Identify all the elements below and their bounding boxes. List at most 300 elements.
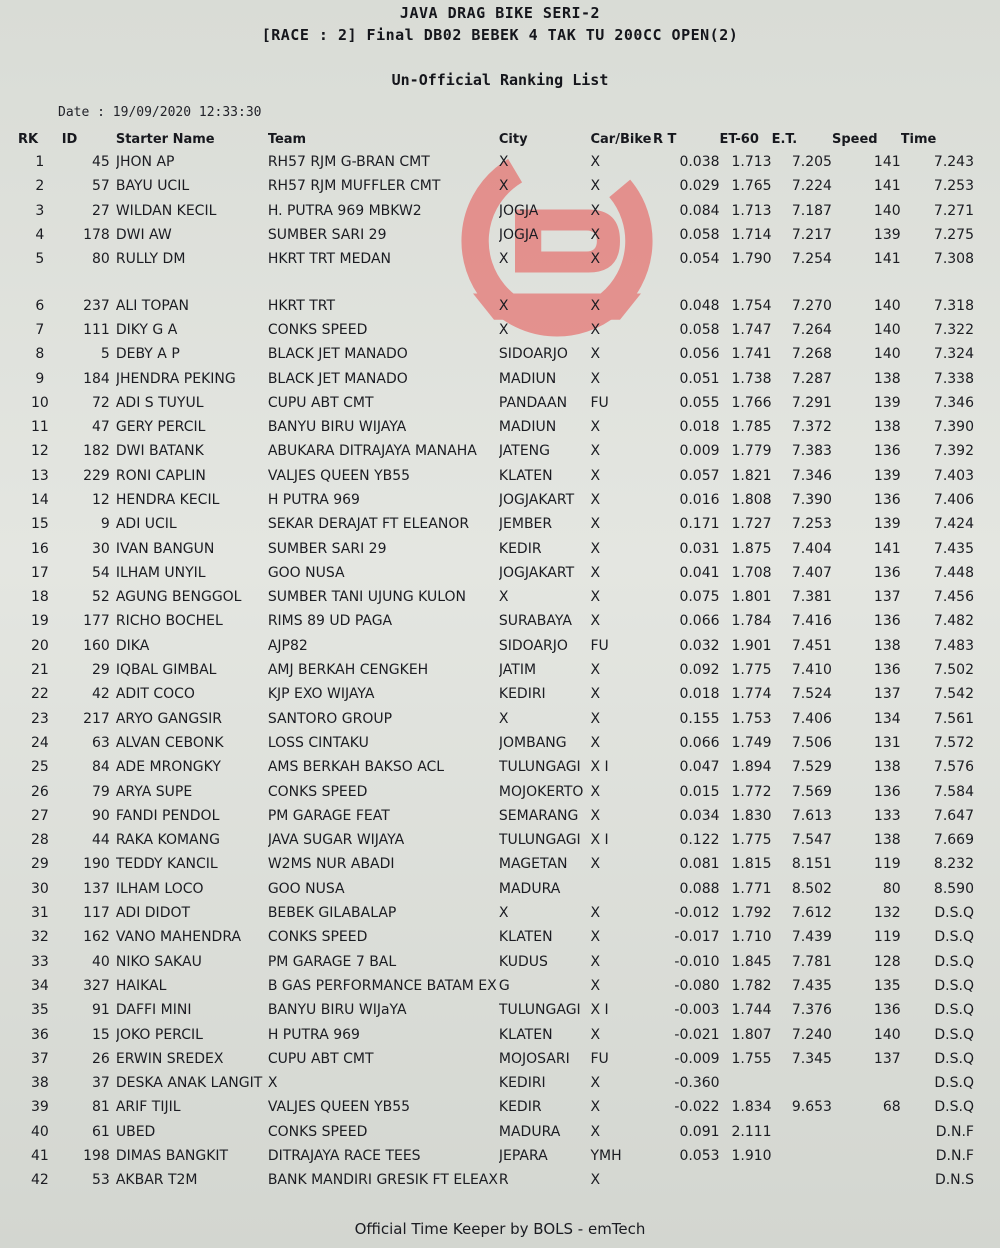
- table-row: [18, 1071, 984, 1095]
- cell-et60: 1.782: [731, 977, 772, 994]
- table-row: [18, 293, 984, 317]
- cell-rt: 0.055: [679, 394, 720, 411]
- table-row: [18, 634, 984, 658]
- cell-et: 7.529: [791, 759, 832, 776]
- cell-starter-name: DEBY A P: [115, 346, 180, 363]
- cell-city: JOGJA: [498, 202, 539, 219]
- cell-id: 79: [92, 783, 110, 800]
- group-spacer: [18, 271, 984, 293]
- cell-rt: 0.031: [679, 540, 720, 557]
- cell-et60: [720, 1071, 772, 1095]
- cell-car-bike: X: [590, 202, 601, 219]
- col-rk: RK: [18, 131, 39, 147]
- table-row: [18, 415, 984, 439]
- cell-speed: 80: [882, 880, 901, 897]
- cell-team: B GAS PERFORMANCE BATAM EX: [267, 977, 497, 994]
- cell-team: PM GARAGE 7 BAL: [267, 953, 397, 970]
- cell-id: 44: [92, 832, 110, 849]
- list-title: Un-Official Ranking List: [391, 71, 609, 89]
- col-et: E.T.: [771, 131, 798, 147]
- cell-id: 40: [92, 953, 110, 970]
- cell-id: 9: [100, 516, 110, 533]
- cell-id: 91: [92, 1002, 110, 1019]
- cell-et: 7.187: [791, 202, 832, 219]
- cell-rt: -0.080: [674, 977, 720, 994]
- col-city: City: [498, 131, 528, 147]
- cell-time: 7.406: [933, 492, 974, 508]
- cell-car-bike: X: [590, 613, 601, 630]
- cell-speed: 138: [873, 832, 901, 849]
- cell-rank: 27: [30, 807, 49, 824]
- cell-team: CONKS SPEED: [267, 1123, 368, 1140]
- cell-rt: 0.051: [679, 370, 720, 387]
- cell-id: 27: [92, 202, 110, 219]
- table-row: [18, 150, 984, 174]
- cell-rank: 31: [30, 905, 49, 922]
- cell-starter-name: ADI DIDOT: [115, 905, 191, 922]
- cell-city: G: [498, 977, 510, 994]
- table-row: [18, 609, 984, 633]
- cell-time: 7.502: [933, 662, 974, 679]
- table-row: [18, 731, 984, 755]
- cell-time: D.S.Q: [934, 1050, 974, 1067]
- cell-time: 7.346: [933, 394, 974, 411]
- cell-city: TULUNGAGI: [498, 832, 581, 849]
- cell-speed: 137: [873, 686, 901, 703]
- cell-time: D.N.S: [934, 1172, 974, 1189]
- cell-time: 7.561: [933, 710, 974, 727]
- cell-time: 7.324: [933, 346, 974, 363]
- cell-starter-name: ARYA SUPE: [115, 783, 193, 800]
- cell-time: 7.647: [933, 807, 974, 824]
- cell-car-bike: X: [590, 710, 601, 727]
- cell-starter-name: RICHO BOCHEL: [115, 613, 223, 630]
- cell-city: KEDIRI: [498, 686, 546, 703]
- cell-starter-name: JHON AP: [115, 154, 175, 171]
- cell-team: H PUTRA 969: [267, 492, 360, 508]
- cell-speed: 140: [873, 297, 901, 314]
- cell-team: CONKS SPEED: [267, 783, 368, 800]
- cell-rt: 0.171: [679, 516, 720, 533]
- cell-car-bike: X: [590, 492, 601, 508]
- table-row: [18, 828, 984, 852]
- cell-car-bike: [590, 877, 652, 901]
- cell-city: MADURA: [498, 1123, 561, 1140]
- cell-et60: 1.775: [731, 832, 772, 849]
- table-row: [18, 1144, 984, 1168]
- cell-et: 9.653: [791, 1099, 832, 1116]
- cell-speed: 141: [873, 154, 901, 171]
- table-row: [18, 877, 984, 901]
- cell-car-bike: X: [590, 346, 601, 363]
- cell-city: SEMARANG: [498, 807, 579, 824]
- cell-speed: 140: [873, 346, 901, 363]
- cell-et: 7.404: [791, 540, 832, 557]
- cell-et60: 1.790: [731, 251, 772, 268]
- cell-id: 81: [92, 1099, 110, 1116]
- cell-et60: 1.738: [731, 370, 772, 387]
- cell-id: 30: [92, 540, 110, 557]
- cell-rank: 18: [30, 589, 49, 606]
- cell-et60: 1.784: [731, 613, 772, 630]
- cell-car-bike: X: [590, 443, 601, 460]
- cell-starter-name: TEDDY KANCIL: [115, 856, 218, 873]
- cell-starter-name: ALI TOPAN: [115, 297, 189, 314]
- cell-rt: 0.053: [679, 1148, 720, 1165]
- cell-car-bike: X: [590, 1075, 601, 1092]
- table-row: [18, 488, 984, 512]
- table-row: [18, 974, 984, 998]
- cell-starter-name: IQBAL GIMBAL: [115, 662, 217, 679]
- cell-et60: 1.901: [731, 637, 772, 654]
- cell-rt: 0.088: [679, 880, 720, 897]
- cell-city: KEDIR: [498, 540, 542, 557]
- cell-et60: 1.894: [731, 759, 772, 776]
- table-row: [18, 1047, 984, 1071]
- cell-car-bike: X: [590, 154, 601, 171]
- cell-rank: 38: [30, 1075, 49, 1092]
- cell-team: PM GARAGE FEAT: [267, 807, 390, 824]
- cell-starter-name: DAFFI MINI: [115, 1002, 192, 1019]
- cell-speed: 135: [873, 977, 901, 994]
- cell-team: H. PUTRA 969 MBKW2: [267, 202, 422, 219]
- cell-rt: -0.360: [674, 1075, 720, 1092]
- cell-id: 177: [83, 613, 110, 630]
- cell-time: 7.338: [933, 370, 974, 387]
- table-row: [18, 342, 984, 366]
- cell-id: 178: [83, 227, 110, 244]
- table-row: [18, 1022, 984, 1046]
- cell-time: 7.572: [933, 734, 974, 751]
- cell-team: GOO NUSA: [267, 880, 345, 897]
- cell-team: AMS BERKAH BAKSO ACL: [267, 759, 445, 776]
- cell-rt: 0.029: [679, 178, 720, 195]
- cell-rank: 29: [30, 856, 49, 873]
- cell-city: X: [498, 321, 509, 338]
- cell-city: KLATEN: [498, 929, 553, 946]
- cell-id: 53: [92, 1172, 110, 1189]
- cell-et: [772, 1120, 832, 1144]
- table-row: [18, 464, 984, 488]
- cell-city: R: [498, 1172, 509, 1189]
- cell-rt: 0.081: [679, 856, 720, 873]
- cell-et60: 1.755: [731, 1050, 772, 1067]
- table-row: [18, 804, 984, 828]
- cell-rt: 0.075: [679, 589, 720, 606]
- spacer-cell: [18, 271, 984, 293]
- cell-rank: 40: [30, 1123, 49, 1140]
- cell-et: [772, 1144, 832, 1168]
- cell-speed: 138: [873, 370, 901, 387]
- cell-id: 57: [92, 178, 110, 195]
- cell-speed: 132: [873, 905, 901, 922]
- cell-et: 7.451: [791, 637, 832, 654]
- cell-rank: 20: [30, 637, 49, 654]
- cell-car-bike: X: [590, 467, 601, 484]
- cell-time: 8.590: [933, 880, 974, 897]
- cell-city: JEPARA: [498, 1148, 548, 1165]
- cell-speed: 136: [873, 613, 901, 630]
- cell-et60: 1.749: [731, 734, 772, 751]
- cell-starter-name: ADE MRONGKY: [115, 759, 221, 776]
- cell-rt: 0.066: [679, 613, 720, 630]
- cell-speed: 136: [873, 564, 901, 581]
- cell-et60: 2.111: [731, 1123, 772, 1140]
- cell-city: JOGJAKART: [498, 492, 575, 508]
- cell-time: 7.482: [933, 613, 974, 630]
- cell-team: CUPU ABT CMT: [267, 394, 374, 411]
- cell-team: H PUTRA 969: [267, 1026, 360, 1043]
- cell-rank: 36: [30, 1026, 49, 1043]
- cell-car-bike: FU: [590, 637, 609, 654]
- cell-rank: 42: [30, 1172, 49, 1189]
- cell-starter-name: ILHAM UNYIL: [115, 564, 206, 581]
- cell-et60: 1.772: [731, 783, 772, 800]
- cell-rt: 0.056: [679, 346, 720, 363]
- table-row: [18, 1095, 984, 1119]
- cell-speed: 139: [873, 394, 901, 411]
- cell-city: KEDIRI: [498, 1075, 546, 1092]
- cell-rt: 0.048: [679, 297, 720, 314]
- cell-car-bike: X: [590, 1123, 601, 1140]
- ranking-table: [18, 128, 984, 1192]
- cell-speed: 134: [873, 710, 901, 727]
- cell-et60: 1.771: [731, 880, 772, 897]
- cell-speed: 137: [873, 589, 901, 606]
- cell-team: ABUKARA DITRAJAYA MANAHA: [267, 443, 477, 460]
- cell-speed: 139: [873, 516, 901, 533]
- cell-car-bike: X I: [590, 1002, 609, 1019]
- cell-city: JEMBER: [498, 516, 553, 533]
- cell-speed: 128: [873, 953, 901, 970]
- col-speed: Speed: [831, 131, 878, 147]
- cell-et: 7.253: [791, 516, 832, 533]
- cell-starter-name: ARIF TIJIL: [115, 1099, 181, 1116]
- col-team: Team: [267, 131, 307, 147]
- cell-car-bike: X: [590, 807, 601, 824]
- cell-time: 7.403: [933, 467, 974, 484]
- cell-et: 7.268: [791, 346, 832, 363]
- cell-team: HKRT TRT MEDAN: [267, 251, 392, 268]
- table-row: [18, 391, 984, 415]
- cell-et: 7.372: [791, 419, 832, 436]
- cell-time: 7.318: [933, 297, 974, 314]
- table-row: [18, 199, 984, 223]
- cell-rt: 0.066: [679, 734, 720, 751]
- cell-rank: 22: [30, 686, 49, 703]
- cell-id: 29: [92, 662, 110, 679]
- cell-rank: 1: [35, 154, 45, 171]
- cell-starter-name: BAYU UCIL: [115, 178, 190, 195]
- cell-rank: 37: [30, 1050, 49, 1067]
- cell-et: 7.547: [791, 832, 832, 849]
- cell-id: 327: [83, 977, 110, 994]
- cell-et: 7.291: [791, 394, 832, 411]
- cell-et: 7.381: [791, 589, 832, 606]
- cell-team: SUMBER SARI 29: [267, 227, 387, 244]
- cell-rt: 0.015: [679, 783, 720, 800]
- cell-team: CUPU ABT CMT: [267, 1050, 374, 1067]
- cell-et: 7.287: [791, 370, 832, 387]
- cell-city: KLATEN: [498, 1026, 553, 1043]
- table-row: [18, 366, 984, 390]
- cell-city: MADIUN: [498, 419, 557, 436]
- cell-rt: 0.032: [679, 637, 720, 654]
- cell-city: KEDIR: [498, 1099, 542, 1116]
- cell-time: 7.392: [933, 443, 974, 460]
- cell-rank: 32: [30, 929, 49, 946]
- cell-et60: 1.753: [731, 710, 772, 727]
- cell-speed: 141: [873, 540, 901, 557]
- cell-starter-name: VANO MAHENDRA: [115, 929, 242, 946]
- cell-speed: 141: [873, 251, 901, 268]
- cell-car-bike: X: [590, 977, 601, 994]
- table-row: [18, 925, 984, 949]
- table-row: [18, 536, 984, 560]
- cell-id: 182: [83, 443, 110, 460]
- cell-id: 217: [83, 710, 110, 727]
- cell-rank: 19: [30, 613, 49, 630]
- cell-et60: 1.741: [731, 346, 772, 363]
- cell-car-bike: X: [590, 227, 601, 244]
- cell-et: 7.346: [791, 467, 832, 484]
- cell-car-bike: X: [590, 905, 601, 922]
- cell-id: 80: [92, 251, 110, 268]
- cell-starter-name: ARYO GANGSIR: [115, 710, 222, 727]
- cell-time: 7.542: [933, 686, 974, 703]
- col-car-bike: Car/Bike: [590, 131, 652, 147]
- ranking-rows: [18, 150, 984, 1192]
- cell-speed: 138: [873, 419, 901, 436]
- cell-rank: 13: [30, 467, 49, 484]
- cell-car-bike: X: [590, 686, 601, 703]
- cell-car-bike: X: [590, 929, 601, 946]
- cell-team: LOSS CINTAKU: [267, 734, 369, 751]
- cell-car-bike: X: [590, 734, 601, 751]
- cell-rt: 0.155: [679, 710, 720, 727]
- cell-id: 54: [92, 564, 110, 581]
- cell-speed: [832, 1071, 901, 1095]
- cell-id: 90: [92, 807, 110, 824]
- cell-id: 26: [92, 1050, 110, 1067]
- cell-id: 198: [83, 1148, 110, 1165]
- cell-time: 7.243: [933, 154, 974, 171]
- cell-city: KUDUS: [498, 953, 548, 970]
- cell-starter-name: DIMAS BANGKIT: [115, 1148, 229, 1165]
- cell-team: VALJES QUEEN YB55: [267, 1099, 411, 1116]
- cell-car-bike: FU: [590, 394, 609, 411]
- cell-city: X: [498, 710, 509, 727]
- cell-speed: [832, 1120, 901, 1144]
- col-starter-name: Starter Name: [115, 131, 215, 147]
- cell-time: 7.275: [933, 227, 974, 244]
- cell-rank: 9: [35, 370, 45, 387]
- cell-time: 7.390: [933, 419, 974, 436]
- cell-rt: [653, 1168, 720, 1192]
- cell-et60: 1.774: [731, 686, 772, 703]
- cell-starter-name: RULLY DM: [115, 251, 186, 268]
- cell-team: X: [267, 1075, 278, 1092]
- cell-city: X: [498, 178, 509, 195]
- cell-city: JATIM: [498, 662, 537, 679]
- cell-city: X: [498, 251, 509, 268]
- cell-rank: 11: [30, 419, 49, 436]
- table-row: [18, 755, 984, 779]
- table-row: [18, 901, 984, 925]
- cell-team: BLACK JET MANADO: [267, 370, 408, 387]
- cell-rank: 4: [35, 227, 45, 244]
- cell-rt: -0.017: [674, 929, 720, 946]
- table-header-row: [18, 128, 984, 150]
- table-row: [18, 223, 984, 247]
- col-id: ID: [61, 131, 78, 147]
- cell-starter-name: DESKA ANAK LANGIT: [115, 1075, 263, 1092]
- cell-starter-name: JOKO PERCIL: [115, 1026, 203, 1043]
- cell-team: BANYU BIRU WIJAYA: [267, 419, 407, 436]
- cell-et: 7.410: [791, 662, 832, 679]
- cell-rank: 35: [30, 1002, 49, 1019]
- cell-et60: 1.875: [731, 540, 772, 557]
- cell-team: VALJES QUEEN YB55: [267, 467, 411, 484]
- cell-time: D.S.Q: [934, 929, 974, 946]
- col-time: Time: [900, 131, 937, 147]
- cell-team: SUMBER SARI 29: [267, 540, 387, 557]
- cell-speed: 139: [873, 467, 901, 484]
- cell-rank: 10: [30, 394, 49, 411]
- cell-id: 117: [83, 905, 110, 922]
- cell-rt: -0.012: [674, 905, 720, 922]
- cell-time: D.N.F: [935, 1123, 974, 1140]
- cell-car-bike: X I: [590, 759, 609, 776]
- cell-team: W2MS NUR ABADI: [267, 856, 395, 873]
- cell-starter-name: ADI UCIL: [115, 516, 177, 533]
- cell-rt: 0.018: [679, 686, 720, 703]
- cell-time: D.S.Q: [934, 977, 974, 994]
- cell-team: SEKAR DERAJAT FT ELEANOR: [267, 516, 470, 533]
- cell-id: 63: [92, 734, 110, 751]
- cell-car-bike: X I: [590, 832, 609, 849]
- cell-time: 7.435: [933, 540, 974, 557]
- cell-rt: -0.022: [674, 1099, 720, 1116]
- cell-speed: [832, 1144, 901, 1168]
- cell-rank: 14: [30, 492, 49, 508]
- cell-city: X: [498, 589, 509, 606]
- cell-id: 237: [83, 297, 110, 314]
- table-row: [18, 247, 984, 271]
- cell-id: 72: [92, 394, 110, 411]
- cell-car-bike: X: [590, 419, 601, 436]
- cell-starter-name: IVAN BANGUN: [115, 540, 215, 557]
- cell-starter-name: ADI S TUYUL: [115, 394, 204, 411]
- cell-rt: 0.047: [679, 759, 720, 776]
- cell-car-bike: X: [590, 540, 601, 557]
- cell-rt: -0.021: [674, 1026, 720, 1043]
- cell-city: MADURA: [498, 880, 561, 897]
- cell-id: 111: [83, 321, 110, 338]
- cell-starter-name: AKBAR T2M: [115, 1172, 198, 1189]
- cell-speed: 138: [873, 637, 901, 654]
- cell-city: TULUNGAGI: [498, 759, 581, 776]
- cell-id: 42: [92, 686, 110, 703]
- cell-id: 45: [92, 154, 110, 171]
- cell-speed: 137: [873, 1050, 901, 1067]
- cell-et: 7.345: [791, 1050, 832, 1067]
- cell-rt: 0.041: [679, 564, 720, 581]
- cell-et60: 1.821: [731, 467, 772, 484]
- table-row: [18, 1168, 984, 1192]
- cell-car-bike: X: [590, 662, 601, 679]
- cell-rank: 23: [30, 710, 49, 727]
